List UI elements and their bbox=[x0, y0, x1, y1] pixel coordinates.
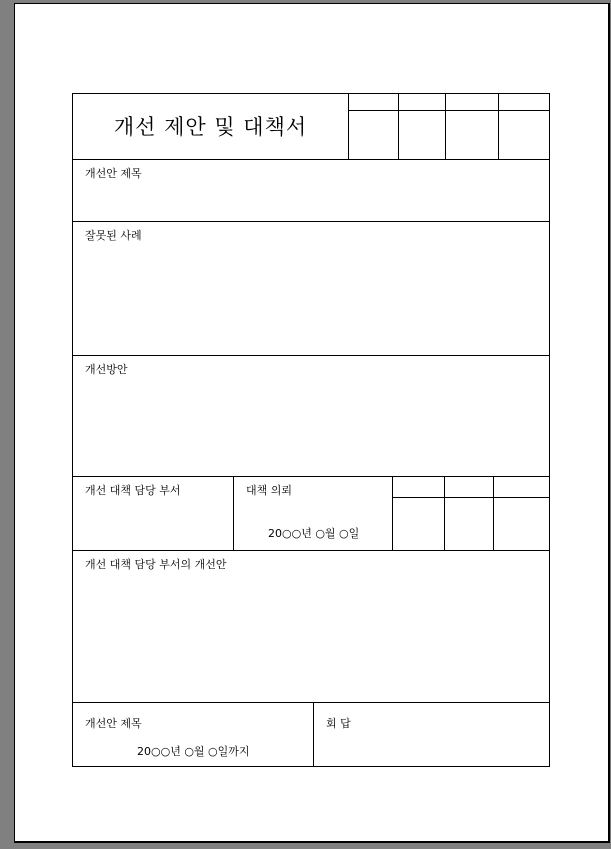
reply-label: 회 답 bbox=[326, 717, 351, 730]
dept-approval-col-1 bbox=[392, 477, 393, 550]
proposal-title-label: 개선안 제목 bbox=[85, 167, 142, 180]
department-row bbox=[73, 476, 549, 550]
wrong-case-row bbox=[73, 221, 549, 355]
document-page bbox=[14, 3, 610, 843]
bottom-title-label: 개선안 제목 bbox=[85, 717, 142, 730]
improvement-plan-label: 개선방안 bbox=[85, 363, 128, 376]
approval-col-1 bbox=[348, 94, 349, 159]
proposal-title-row bbox=[73, 159, 549, 221]
approval-col-2 bbox=[398, 94, 399, 159]
approval-col-3 bbox=[445, 94, 446, 159]
bottom-due-date: 20○○년 ○월 ○일까지 bbox=[137, 745, 250, 758]
title-row bbox=[73, 94, 549, 159]
department-label: 개선 대책 담당 부서 bbox=[85, 484, 181, 497]
request-cell bbox=[233, 477, 393, 550]
department-plan-label: 개선 대책 담당 부서의 개선안 bbox=[85, 558, 227, 571]
dept-approval-col-3 bbox=[493, 477, 494, 550]
bottom-title-cell bbox=[73, 703, 313, 766]
reply-cell bbox=[313, 703, 549, 766]
approval-grid bbox=[348, 94, 549, 159]
approval-header-line bbox=[348, 110, 549, 111]
department-approval-grid bbox=[392, 477, 549, 550]
improvement-plan-row bbox=[73, 355, 549, 476]
department-cell bbox=[73, 477, 233, 550]
form-title: 개선 제안 및 대책서 bbox=[113, 115, 308, 139]
wrong-case-label: 잘못된 사례 bbox=[85, 229, 142, 242]
proposal-form bbox=[72, 93, 550, 767]
request-label: 대책 의뢰 bbox=[246, 484, 293, 497]
dept-approval-header-line bbox=[392, 497, 549, 498]
dept-approval-col-2 bbox=[444, 477, 445, 550]
request-date: 20○○년 ○월 ○일 bbox=[268, 527, 360, 540]
reply-row bbox=[73, 702, 549, 766]
department-plan-row bbox=[73, 550, 549, 702]
approval-col-4 bbox=[498, 94, 499, 159]
